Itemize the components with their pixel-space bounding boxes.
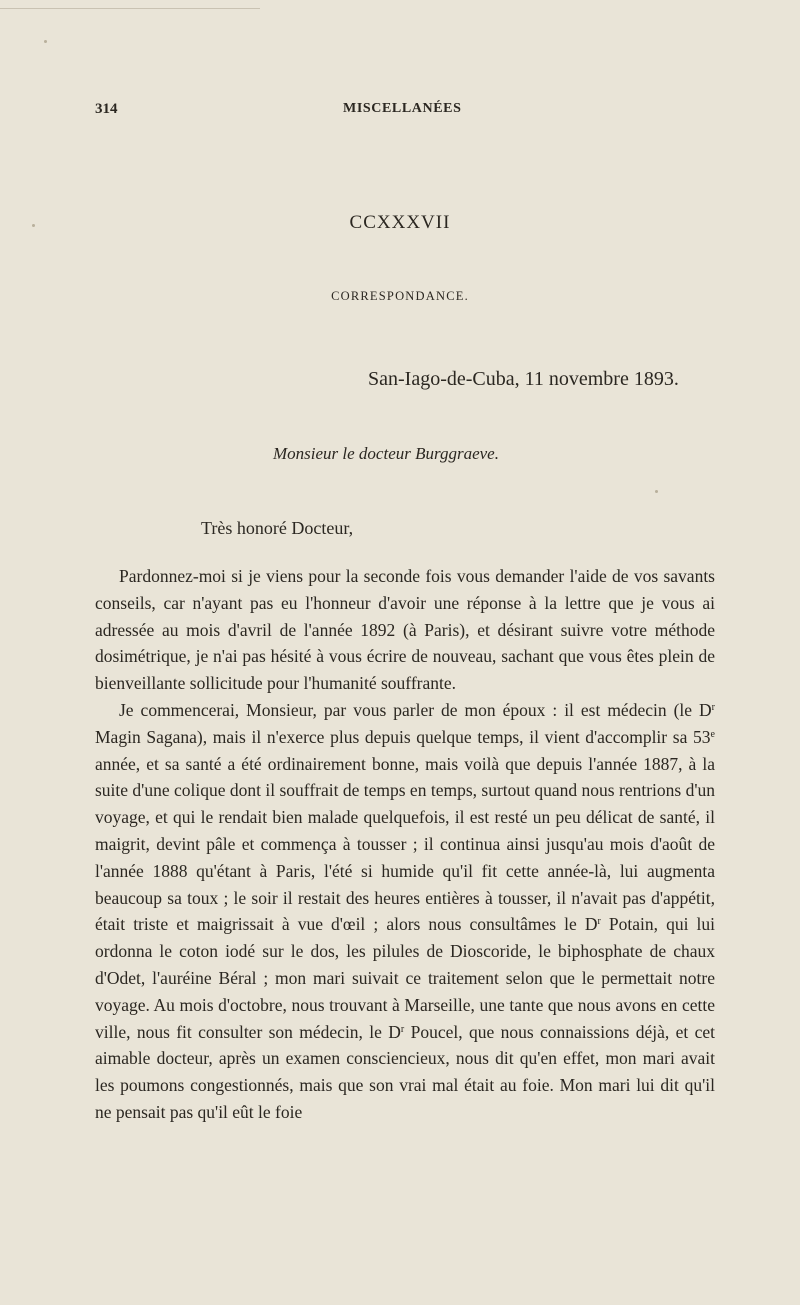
paragraph-2-text: Potain, qui lui ordonna le coton iodé sur le dos, les pilules de Dioscoride, le biphosphate de chaux d'Odet, l'auréine Béral ; mon mari suivait ce traitement selon que le permettait notre voyage. Au mois d'octobre, nous trouvant à Marseille, une tante que nous avons en cette ville, nous fit consulter son médecin, le D bbox=[95, 914, 715, 1042]
paper-speck bbox=[655, 490, 658, 493]
section-number: CCXXXVII bbox=[349, 212, 451, 233]
paragraph-2-text: Magin Sagana), mais il n'exerce plus depuis quelque temps, il vient d'accomplir sa 53 bbox=[95, 726, 711, 747]
superscript: r bbox=[400, 1023, 405, 1035]
superscript: r bbox=[597, 916, 601, 928]
paragraph-2-text: Poucel, que nous connaissions déjà, et cet aimable docteur, après un examen consciencieux, nous dit qu'en effet, mon mari avait les poumons congestionnés, mais que son vrai mal était au foie. Mon mari lui dit qu'il ne pensait pas qu'il eût le foie bbox=[95, 1021, 715, 1122]
paragraph-2-text: Je commencerai, Monsieur, par vous parler de mon époux : il est médecin (le D bbox=[119, 699, 712, 720]
letter-dateline: San-Iago-de-Cuba, 11 novembre 1893. bbox=[368, 368, 679, 390]
paper-speck bbox=[44, 40, 47, 43]
superscript: e bbox=[710, 728, 715, 740]
letter-body bbox=[95, 563, 715, 1126]
paragraph-2-text: année, et sa santé a été ordinairement bonne, mais voilà que depuis l'année 1887, à la suite d'une colique dont il souffrait de temps en temps, surtout quand nous rentrions d'un voyage, et qui le rendait bien malade quelquefois, il est resté un peu délicat de santé, il maigrit, devint pâle et commença à tousser ; il continua ainsi jusqu'au mois d'août de l'année 1888 qu'étant à Paris, l'été si humide qu'il fit cette année-là, lui augmenta beaucoup sa toux ; le soir il restait des heures entières à tousser, il n'avait pas d'appétit, était triste et maigrissait à vue d'œil ; alors nous consultâmes le D bbox=[95, 753, 715, 935]
page-header bbox=[95, 101, 715, 123]
page-number: 314 bbox=[95, 101, 118, 117]
paragraph-2 bbox=[95, 697, 715, 1126]
superscript: r bbox=[711, 701, 715, 713]
letter-greeting: Très honoré Docteur, bbox=[201, 518, 354, 538]
page-edge-line bbox=[0, 8, 260, 9]
letter-addressee: Monsieur le docteur Burggraeve. bbox=[273, 444, 499, 463]
running-head: MISCELLANÉES bbox=[343, 101, 462, 116]
section-title: CORRESPONDANCE. bbox=[331, 289, 469, 303]
paragraph-1: Pardonnez-moi si je viens pour la seconde fois vous demander l'aide de vos savants conseils, car n'ayant pas eu l'honneur d'avoir une réponse à la lettre que je vous ai adressée au mois d'avril de l'année 1892 (à Paris), et désirant suivre votre méthode dosimétrique, je n'ai pas hésité à vous écrire de nouveau, sachant que vous êtes plein de bienveillante sollicitude pour l'humanité souffrante. bbox=[95, 566, 715, 694]
